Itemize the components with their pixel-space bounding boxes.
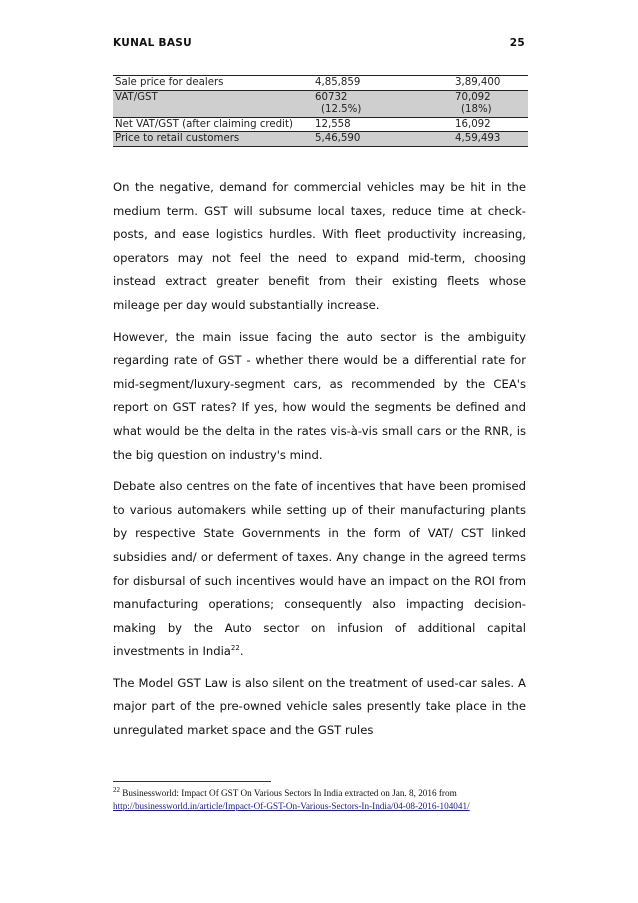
table-row xyxy=(113,117,528,132)
table-row xyxy=(113,90,528,117)
table-row xyxy=(113,76,528,91)
body-text xyxy=(113,176,526,751)
paragraph: The Model GST Law is also silent on the treatment of used-car sales. A major part of the pre-owned vehicle sales presently take place in the unregulated market space and the GST rules xyxy=(113,675,526,738)
cell-value: 12,558 xyxy=(315,118,351,130)
row-label: Sale price for dealers xyxy=(115,77,224,88)
cell-rate: (18%) xyxy=(461,104,492,115)
footnote-ref: 22 xyxy=(230,644,240,653)
footnote-text: Businessworld: Impact Of GST On Various Sectors In India extracted on Jan. 8, 2016 from xyxy=(120,788,457,798)
table-row xyxy=(113,132,528,147)
paragraph-end: . xyxy=(239,644,244,659)
footnote-number: 22 xyxy=(113,785,120,794)
row-label: VAT/GST xyxy=(113,90,313,117)
paragraph: On the negative, demand for commercial vehicles may be hit in the medium term. GST will subsume local taxes, reduce time at check-posts, and ease logistics hurdles. With fleet productivity increasing, operators may not feel the need to expand mid-term, choosing instead extract greater benefit from their existing fleets whose mileage per day would substantially increase. xyxy=(113,180,526,312)
cell-amount: 60732 xyxy=(315,91,348,103)
row-label: Net VAT/GST (after claiming credit) xyxy=(115,118,293,130)
cell-value: 16,092 xyxy=(455,118,491,130)
cell-value: 4,85,859 xyxy=(315,77,361,88)
paragraph: However, the main issue facing the auto sector is the ambiguity regarding rate of GST - whether there would be a differential rate for mid-segment/luxury-segment cars, as recommended by the CEA's report on GST rates? If yes, how would the segments be defined and what would be the delta in the rates vis-à-vis small cars or the RNR, is the big question on industry's mind. xyxy=(113,329,526,462)
paragraph-text: Debate also centres on the fate of incentives that have been promised to various automakers while setting up of their manufacturing plants by respective State Governments in the form of VAT/ CST linked subsidies and/ or deferment of taxes. Any change in the agreed terms for disbursal of such incentives would have an impact on the ROI from manufacturing operations; consequently also impacting decision-making by the Auto sector on infusion of additional capital investments in India xyxy=(113,479,526,659)
paragraph xyxy=(113,475,526,664)
footnote xyxy=(113,787,526,812)
cell-value: 3,89,400 xyxy=(455,77,501,88)
header-author: KUNAL BASU xyxy=(113,37,192,49)
running-header xyxy=(113,37,525,53)
row-label: Price to retail customers xyxy=(113,132,313,147)
footnote-divider xyxy=(113,781,271,782)
cell-value xyxy=(313,90,453,117)
page-number: 25 xyxy=(509,37,525,49)
footnote-link[interactable]: http://businessworld.in/article/Impact-Of-GST-On-Various-Sectors-In-India/04-08-2016-104041/ xyxy=(113,800,470,811)
price-comparison-table xyxy=(113,75,528,147)
cell-rate: (12.5%) xyxy=(321,104,362,115)
cell-value xyxy=(453,90,528,117)
cell-value: 4,59,493 xyxy=(453,132,528,147)
cell-value: 5,46,590 xyxy=(313,132,453,147)
cell-amount: 70,092 xyxy=(455,91,491,103)
